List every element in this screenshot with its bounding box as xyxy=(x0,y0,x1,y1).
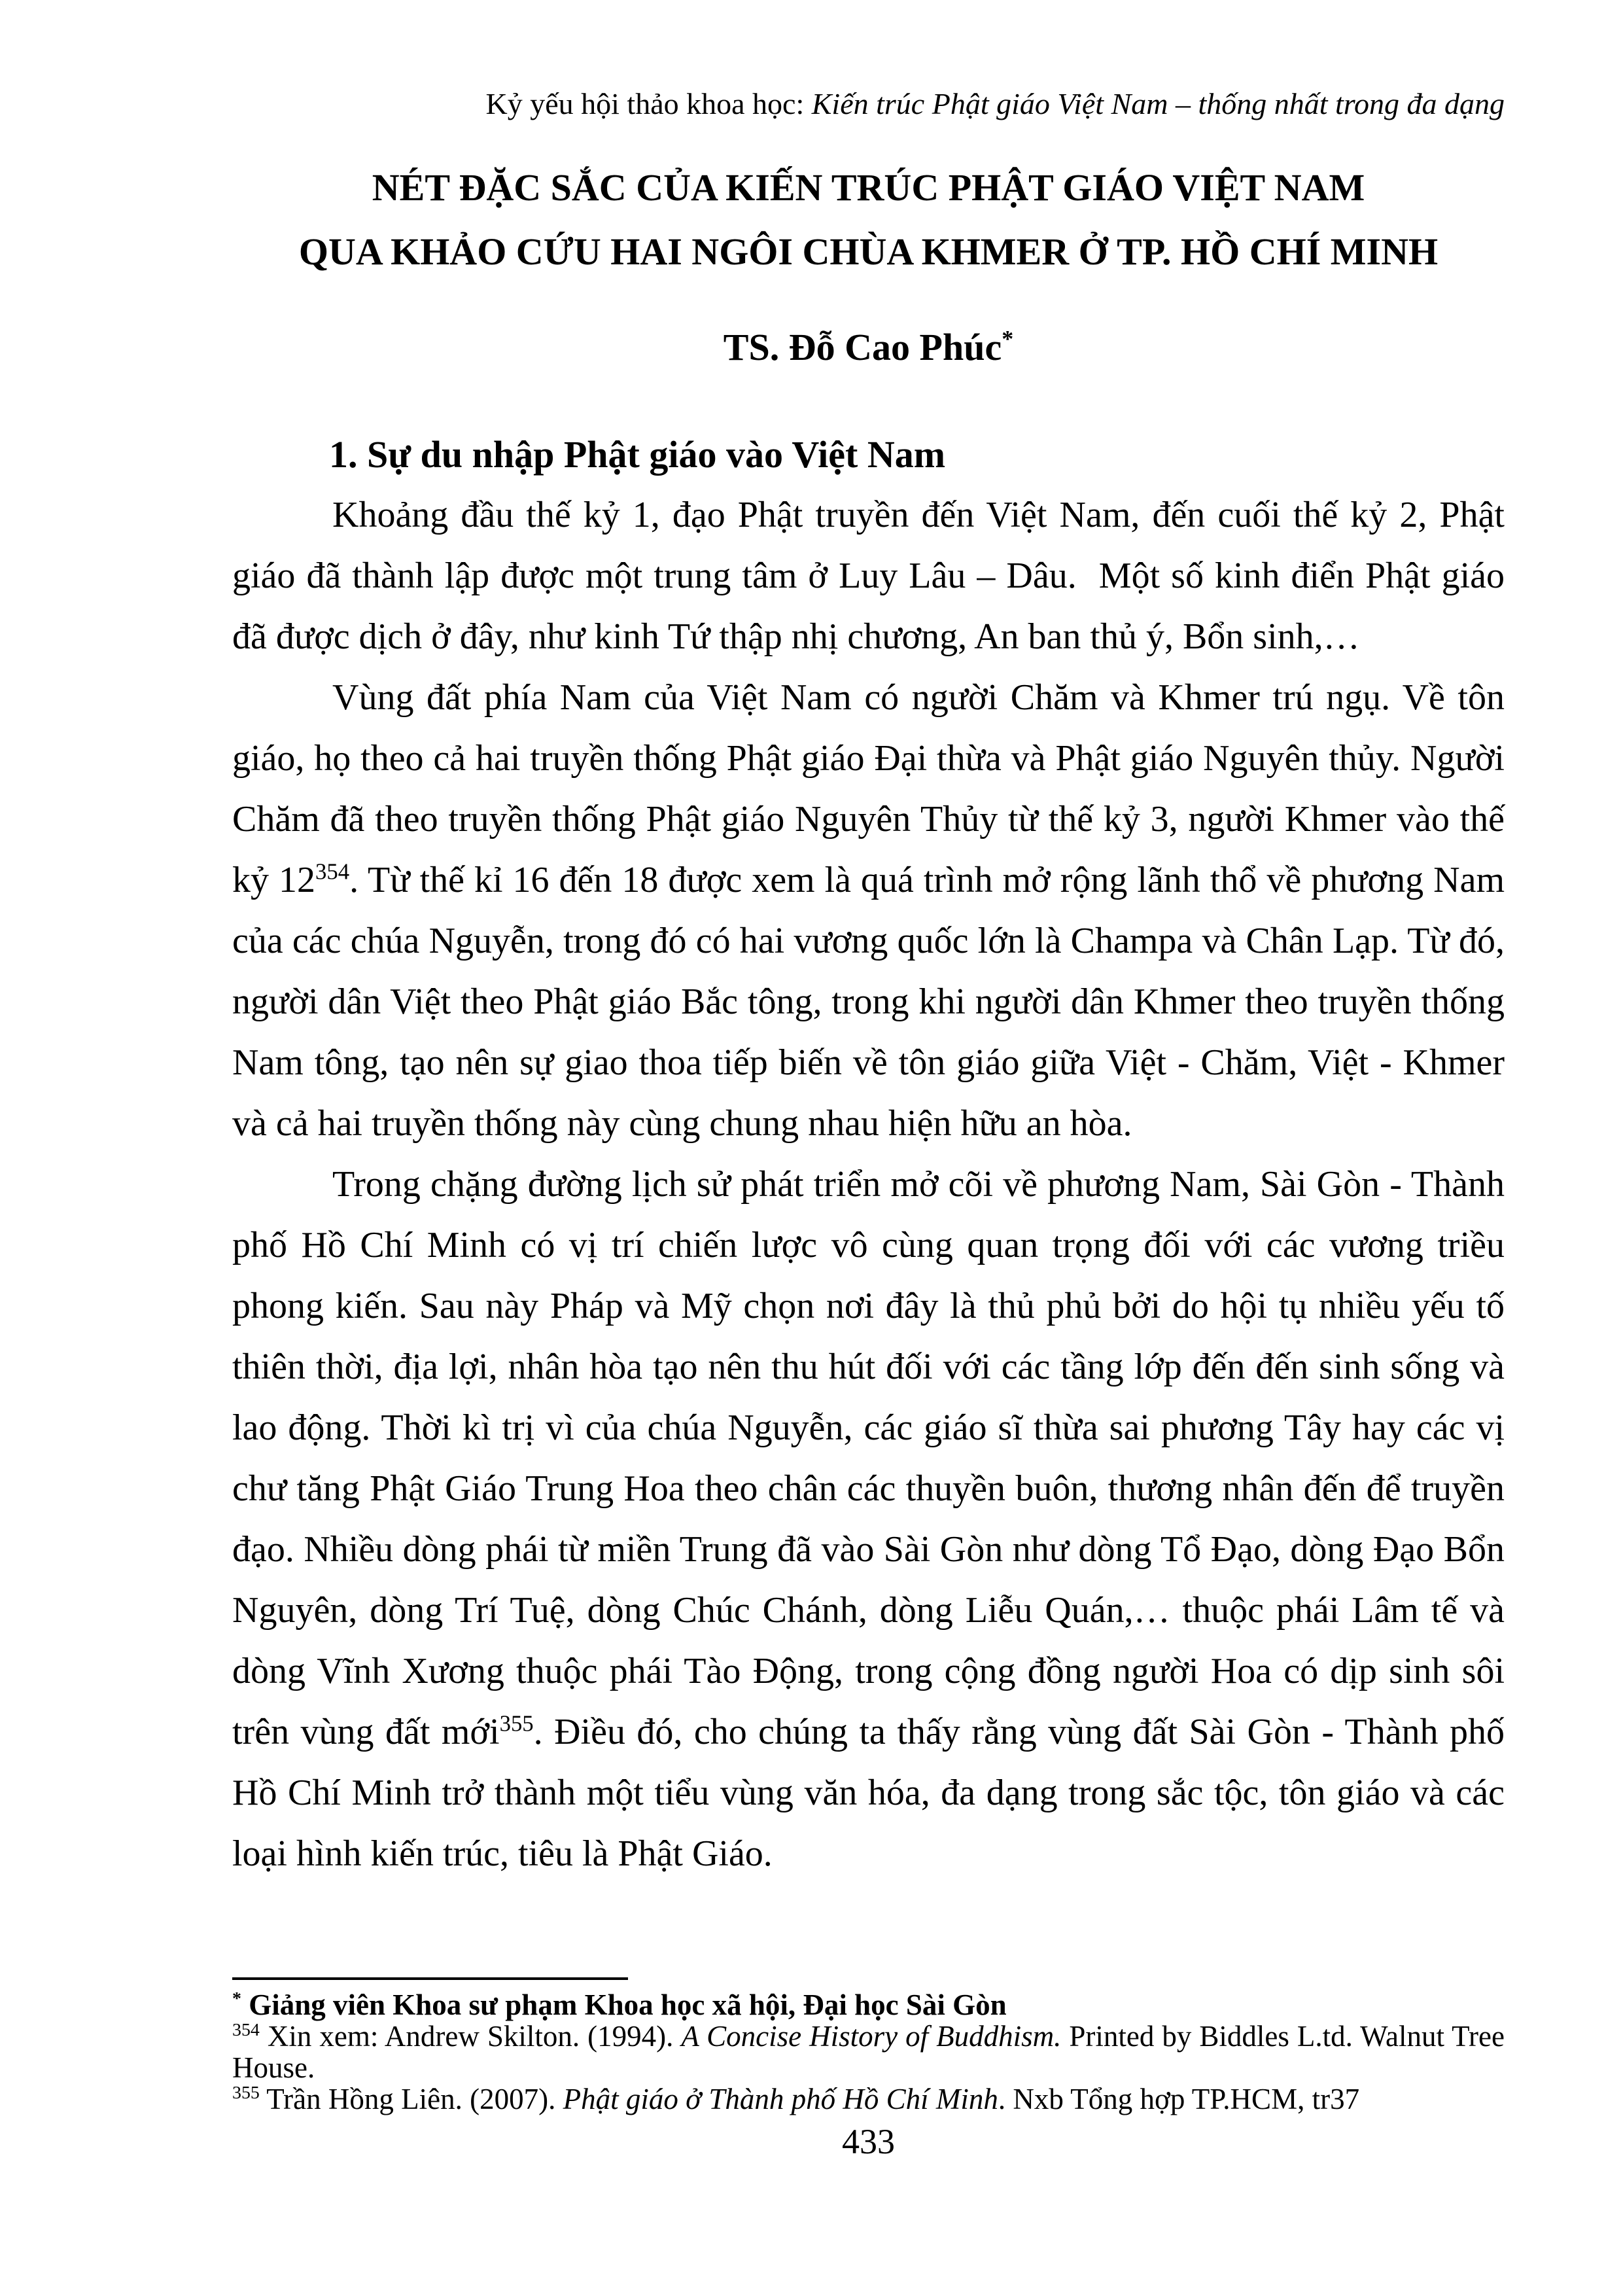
author-line: TS. Đỗ Cao Phúc* xyxy=(723,325,1014,368)
paper-title xyxy=(232,156,1505,284)
paragraph: Trong chặng đường lịch sử phát triển mở cõi về phương Nam, Sài Gòn - Thành phố Hồ Chí Minh có vị trí chiến lược vô cùng quan trọng đối với các vương triều phong kiến. Sau này Pháp và Mỹ chọn nơi đây là thủ phủ bởi do hội tụ nhiều yếu tố thiên thời, địa lợi, nhân hòa tạo nên thu hút đối với các tầng lớp đến đến sinh sống và lao động. Thời kì trị vì của chúa Nguyễn, các giáo sĩ thừa sai phương Tây hay các vị chư tăng Phật Giáo Trung Hoa theo chân các thuyền buôn, thương nhân đến để truyền đạo. Nhiều dòng phái từ miền Trung đã vào Sài Gòn như dòng Tổ Đạo, dòng Đạo Bổn Nguyên, dòng Trí Tuệ, dòng Chúc Chánh, dòng Liễu Quán,… thuộc phái Lâm tế và dòng Vĩnh Xương thuộc phái Tào Động, trong cộng đồng người Hoa có dịp sinh sôi trên vùng đất mới$^{355}$. Điều đó, cho chúng ta thấy rằng vùng đất Sài Gòn - Thành phố Hồ Chí Minh trở thành một tiểu vùng văn hóa, đa dạng trong sắc tộc, tôn giáo và các loại hình kiến trúc, tiêu là Phật Giáo. xyxy=(232,1164,1505,1874)
paragraph: Vùng đất phía Nam của Việt Nam có người Chăm và Khmer trú ngụ. Về tôn giáo, họ theo cả hai truyền thống Phật giáo Đại thừa và Phật giáo Nguyên thủy. Người Chăm đã theo truyền thống Phật giáo Nguyên Thủy từ thế kỷ 3, người Khmer vào thế kỷ $12^{354}$. Từ thế kỉ 16 đến 18 được xem là quá trình mở rộng lãnh thổ về phương Nam của các chúa Nguyễn, trong đó có hai vương quốc lớn là Champa và Chân Lạp. Từ đó, người dân Việt theo Phật giáo Bắc tông, trong khi người dân Khmer theo truyền thống Nam tông, tạo nên sự giao thoa tiếp biến về tôn giáo giữa Việt - Chăm, Việt - Khmer và cả hai truyền thống này cùng chung nhau hiện hữu an hòa. xyxy=(232,677,1505,1144)
section-heading: 1. Sự du nhập Phật giáo vào Việt Nam xyxy=(329,433,946,476)
paragraph: Khoảng đầu thế kỷ 1, đạo Phật truyền đến Việt Nam, đến cuối thế kỷ 2, Phật giáo đã thành lập được một trung tâm ở Luy Lâu – Dâu. Một số kinh điển Phật giáo đã được dịch ở đây, như kinh Tứ thập nhị chương, An ban thủ ý, Bổn sinh,… xyxy=(232,495,1505,657)
footnote-354: $^{354}$ Xin xem: Andrew Skilton. (1994). A Concise History of Buddhism. Printed by Biddles L.td. Walnut Tree House. xyxy=(232,2020,1505,2084)
paper-title-line-1: NÉT ĐẶC SẮC CỦA KIẾN TRÚC PHẬT GIÁO VIỆT NAM xyxy=(372,166,1365,209)
article-body xyxy=(232,424,1505,1884)
page-number: 433 xyxy=(842,2122,895,2161)
running-header: Kỷ yếu hội thảo khoa học: Kiến trúc Phật giáo Việt Nam – thống nhất trong đa dạng xyxy=(485,87,1505,120)
footnote-separator xyxy=(232,1977,628,1980)
footnotes xyxy=(232,1989,1505,2115)
footnote-author-affiliation: * Giảng viên Khoa sư phạm Khoa học xã hội, Đại học Sài Gòn xyxy=(232,1988,1007,2021)
paper-title-line-2: QUA KHẢO CỨU HAI NGÔI CHÙA KHMER Ở TP. HỒ CHÍ MINH xyxy=(298,230,1439,273)
footnote-355: $^{355}$ Trần Hồng Liên. (2007). Phật giáo ở Thành phố Hồ Chí Minh. Nxb Tổng hợp TP.HCM, tr37 xyxy=(232,2083,1360,2115)
